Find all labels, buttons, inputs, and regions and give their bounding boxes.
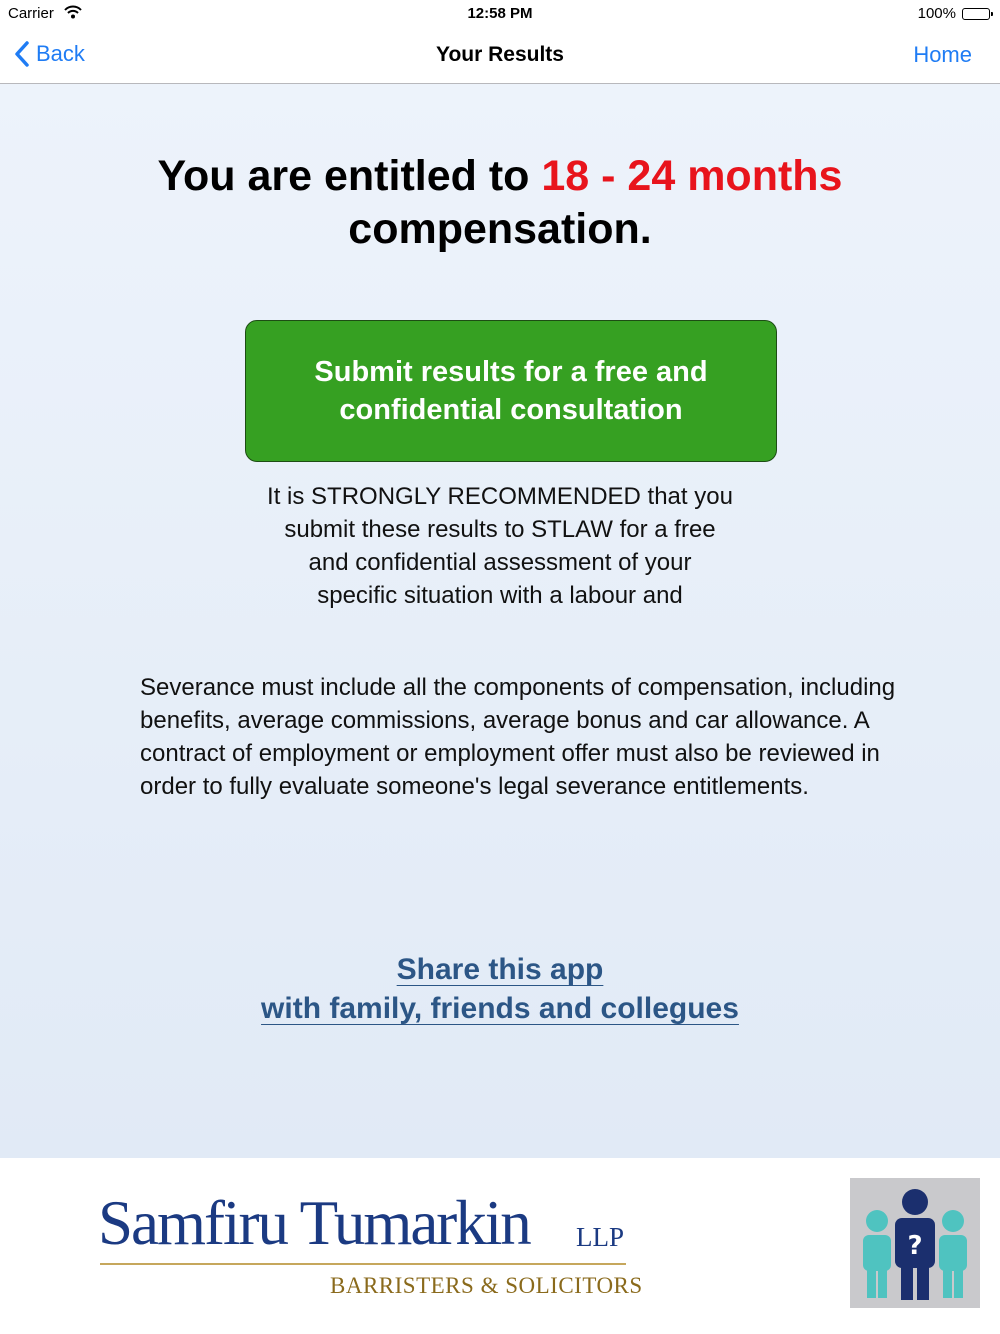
status-bar bbox=[0, 0, 1000, 28]
share-line2[interactable]: with family, friends and collegues bbox=[261, 992, 739, 1025]
people-question-icon bbox=[850, 1178, 980, 1308]
recommendation-line: specific situation with a labour and bbox=[317, 582, 683, 609]
consult-button-line1: Submit results for a free and bbox=[314, 356, 708, 388]
firm-logo-tagline: BARRISTERS & SOLICITORS bbox=[330, 1273, 643, 1298]
chevron-left-icon bbox=[14, 40, 30, 68]
home-button[interactable]: Home bbox=[913, 42, 972, 67]
recommendation-line: and confidential assessment of your bbox=[308, 549, 692, 576]
severance-note: Severance must include all the components of compensation, including benefits, average commissions, average bonus and car allowance. A contract of employment or employment offer must also be reviewed in order to fully evaluate someone's legal severance entitlements. bbox=[140, 674, 896, 800]
people-question-icon-button[interactable] bbox=[850, 1178, 980, 1308]
carrier-label: Carrier bbox=[8, 5, 54, 22]
logo-divider bbox=[100, 1263, 626, 1265]
back-button[interactable] bbox=[14, 40, 85, 68]
entitlement-months: 18 - 24 months bbox=[541, 152, 843, 200]
svg-text:?: ? bbox=[907, 1231, 923, 1261]
footer bbox=[0, 1158, 1000, 1334]
page-title: Your Results bbox=[436, 43, 564, 66]
firm-logo-suffix: LLP bbox=[576, 1222, 625, 1252]
battery-percent: 100% bbox=[917, 5, 956, 22]
results-content bbox=[0, 84, 1000, 1158]
entitlement-prefix: You are entitled to bbox=[157, 152, 542, 200]
share-line1[interactable]: Share this app bbox=[396, 953, 604, 986]
clock: 12:58 PM bbox=[467, 5, 533, 22]
share-link[interactable] bbox=[0, 950, 1000, 1028]
recommendation-line: It is STRONGLY RECOMMENDED that you bbox=[267, 483, 733, 510]
entitlement-suffix: compensation. bbox=[348, 205, 652, 253]
navigation-bar bbox=[0, 28, 1000, 84]
consult-button-line2: confidential consultation bbox=[339, 394, 683, 426]
battery-icon bbox=[962, 8, 990, 20]
back-label: Back bbox=[36, 41, 85, 66]
firm-logo-name: Samfiru Tumarkin bbox=[98, 1188, 530, 1258]
recommendation-line: submit these results to STLAW for a free bbox=[284, 516, 716, 543]
submit-consultation-button[interactable] bbox=[245, 320, 777, 462]
recommendation-text bbox=[230, 480, 770, 612]
entitlement-headline bbox=[80, 150, 920, 256]
